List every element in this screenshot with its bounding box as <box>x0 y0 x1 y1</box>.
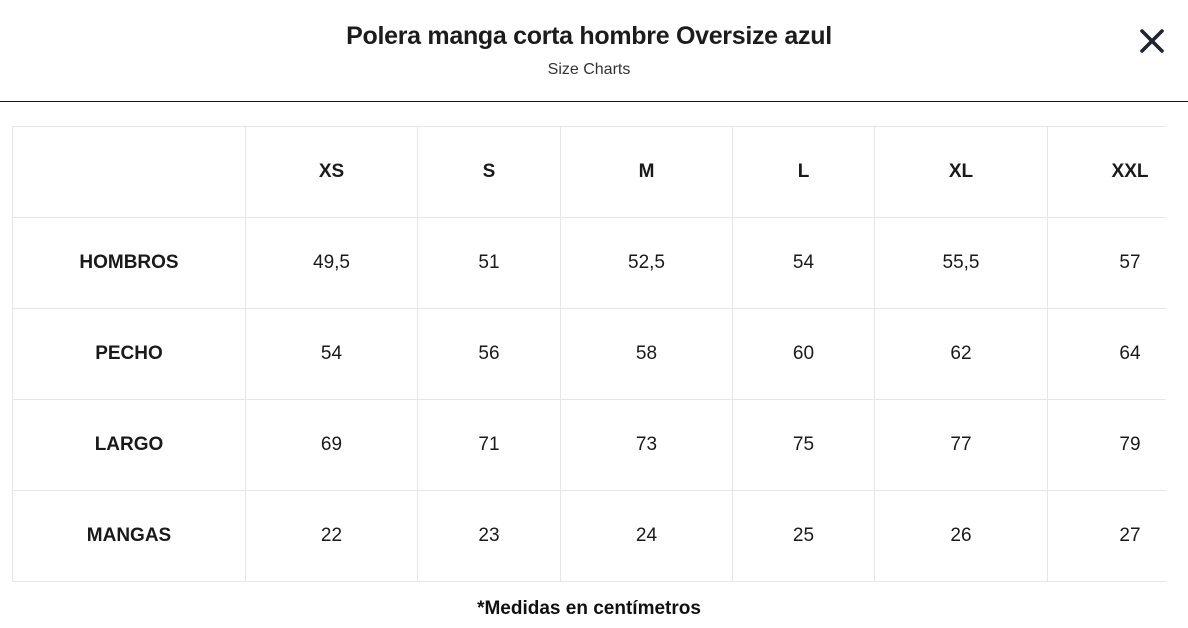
value-cell: 22 <box>246 491 418 582</box>
value-cell: 49,5 <box>246 218 418 309</box>
modal-header <box>0 0 1188 102</box>
value-cell: 23 <box>418 491 561 582</box>
value-cell: 26 <box>875 491 1048 582</box>
table-row <box>13 218 1167 309</box>
size-header-cell: L <box>733 127 875 218</box>
value-cell: 55,5 <box>875 218 1048 309</box>
size-header-row <box>13 127 1167 218</box>
value-cell: 25 <box>733 491 875 582</box>
value-cell: 57 <box>1048 218 1167 309</box>
value-cell: 75 <box>733 400 875 491</box>
value-cell: 79 <box>1048 400 1167 491</box>
size-chart-table-container[interactable] <box>12 126 1166 585</box>
value-cell: 77 <box>875 400 1048 491</box>
modal-title: Polera manga corta hombre Oversize azul <box>346 22 832 50</box>
measurement-footnote: *Medidas en centímetros <box>477 598 701 619</box>
value-cell: 54 <box>246 309 418 400</box>
table-row <box>13 309 1167 400</box>
value-cell: 24 <box>561 491 733 582</box>
value-cell: 56 <box>418 309 561 400</box>
value-cell: 73 <box>561 400 733 491</box>
table-row <box>13 400 1167 491</box>
row-label-cell: PECHO <box>13 309 246 400</box>
close-button[interactable] <box>1135 24 1169 58</box>
size-header-cell: XS <box>246 127 418 218</box>
size-header-cell: S <box>418 127 561 218</box>
size-chart-table <box>12 126 1166 582</box>
size-header-cell: XL <box>875 127 1048 218</box>
value-cell: 51 <box>418 218 561 309</box>
value-cell: 60 <box>733 309 875 400</box>
value-cell: 58 <box>561 309 733 400</box>
value-cell: 52,5 <box>561 218 733 309</box>
table-row <box>13 491 1167 582</box>
row-label-cell: MANGAS <box>13 491 246 582</box>
value-cell: 62 <box>875 309 1048 400</box>
value-cell: 69 <box>246 400 418 491</box>
close-icon <box>1139 28 1165 54</box>
corner-cell <box>13 127 246 218</box>
value-cell: 54 <box>733 218 875 309</box>
row-label-cell: LARGO <box>13 400 246 491</box>
modal-subtitle: Size Charts <box>547 61 631 78</box>
value-cell: 71 <box>418 400 561 491</box>
value-cell: 64 <box>1048 309 1167 400</box>
row-label-cell: HOMBROS <box>13 218 246 309</box>
size-header-cell: XXL <box>1048 127 1167 218</box>
value-cell: 27 <box>1048 491 1167 582</box>
size-header-cell: M <box>561 127 733 218</box>
